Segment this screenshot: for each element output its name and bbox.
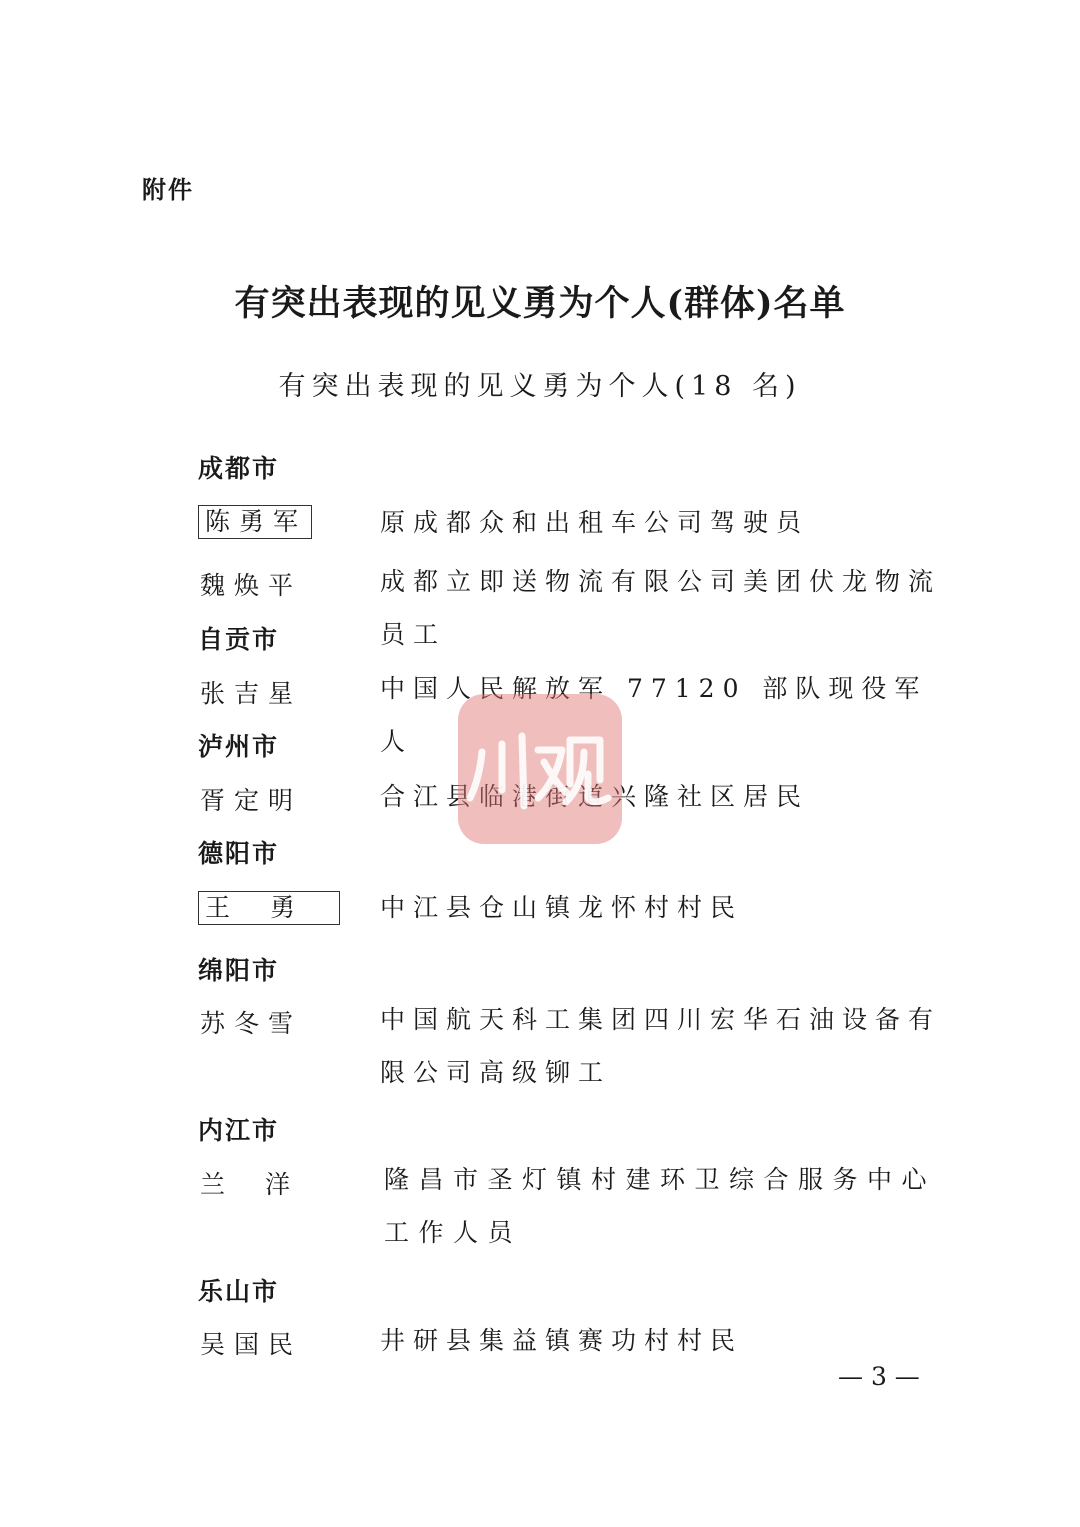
city-heading-zigong: 自贡市 bbox=[198, 625, 280, 654]
city-heading-luzhou: 泸州市 bbox=[198, 732, 280, 761]
watermark-logo-icon bbox=[458, 694, 622, 844]
person-description: 中国人民解放军 77120 部队现役军人 bbox=[380, 674, 928, 756]
city-heading-leshan: 乐山市 bbox=[198, 1277, 280, 1306]
person-name: 胥定明 bbox=[200, 786, 303, 815]
person-name: 兰洋 bbox=[200, 1170, 331, 1199]
person-name: 陈勇军 bbox=[198, 505, 312, 539]
person-description: 中江县仓山镇龙怀村村民 bbox=[380, 893, 744, 922]
person-name: 苏冬雪 bbox=[200, 1009, 303, 1038]
person-description: 成都立即送物流有限公司美团伏龙物流员工 bbox=[380, 567, 942, 649]
watermark-logo bbox=[458, 694, 622, 844]
document-subtitle: 有突出表现的见义勇为个人(18 名) bbox=[278, 371, 802, 402]
page-number: — 3 — bbox=[838, 1362, 920, 1391]
person-name: 魏焕平 bbox=[200, 571, 303, 600]
city-heading-mianyang: 绵阳市 bbox=[198, 956, 280, 985]
city-heading-chengdu: 成都市 bbox=[198, 454, 280, 483]
person-name: 张吉星 bbox=[200, 679, 303, 708]
attachment-label: 附件 bbox=[142, 176, 194, 204]
person-description: 原成都众和出租车公司驾驶员 bbox=[380, 508, 810, 537]
city-heading-neijiang: 内江市 bbox=[198, 1116, 280, 1145]
person-name: 王勇 bbox=[198, 891, 340, 925]
person-description: 井研县集益镇赛功村村民 bbox=[380, 1326, 744, 1355]
person-description: 隆昌市圣灯镇村建环卫综合服务中心工作人员 bbox=[384, 1165, 937, 1247]
person-description: 合江县临港街道兴隆社区居民 bbox=[380, 782, 810, 811]
person-name: 吴国民 bbox=[200, 1330, 303, 1359]
city-heading-deyang: 德阳市 bbox=[198, 839, 280, 868]
document-title: 有突出表现的见义勇为个人(群体)名单 bbox=[234, 283, 846, 324]
person-description: 中国航天科工集团四川宏华石油设备有限公司高级铆工 bbox=[380, 1005, 942, 1087]
